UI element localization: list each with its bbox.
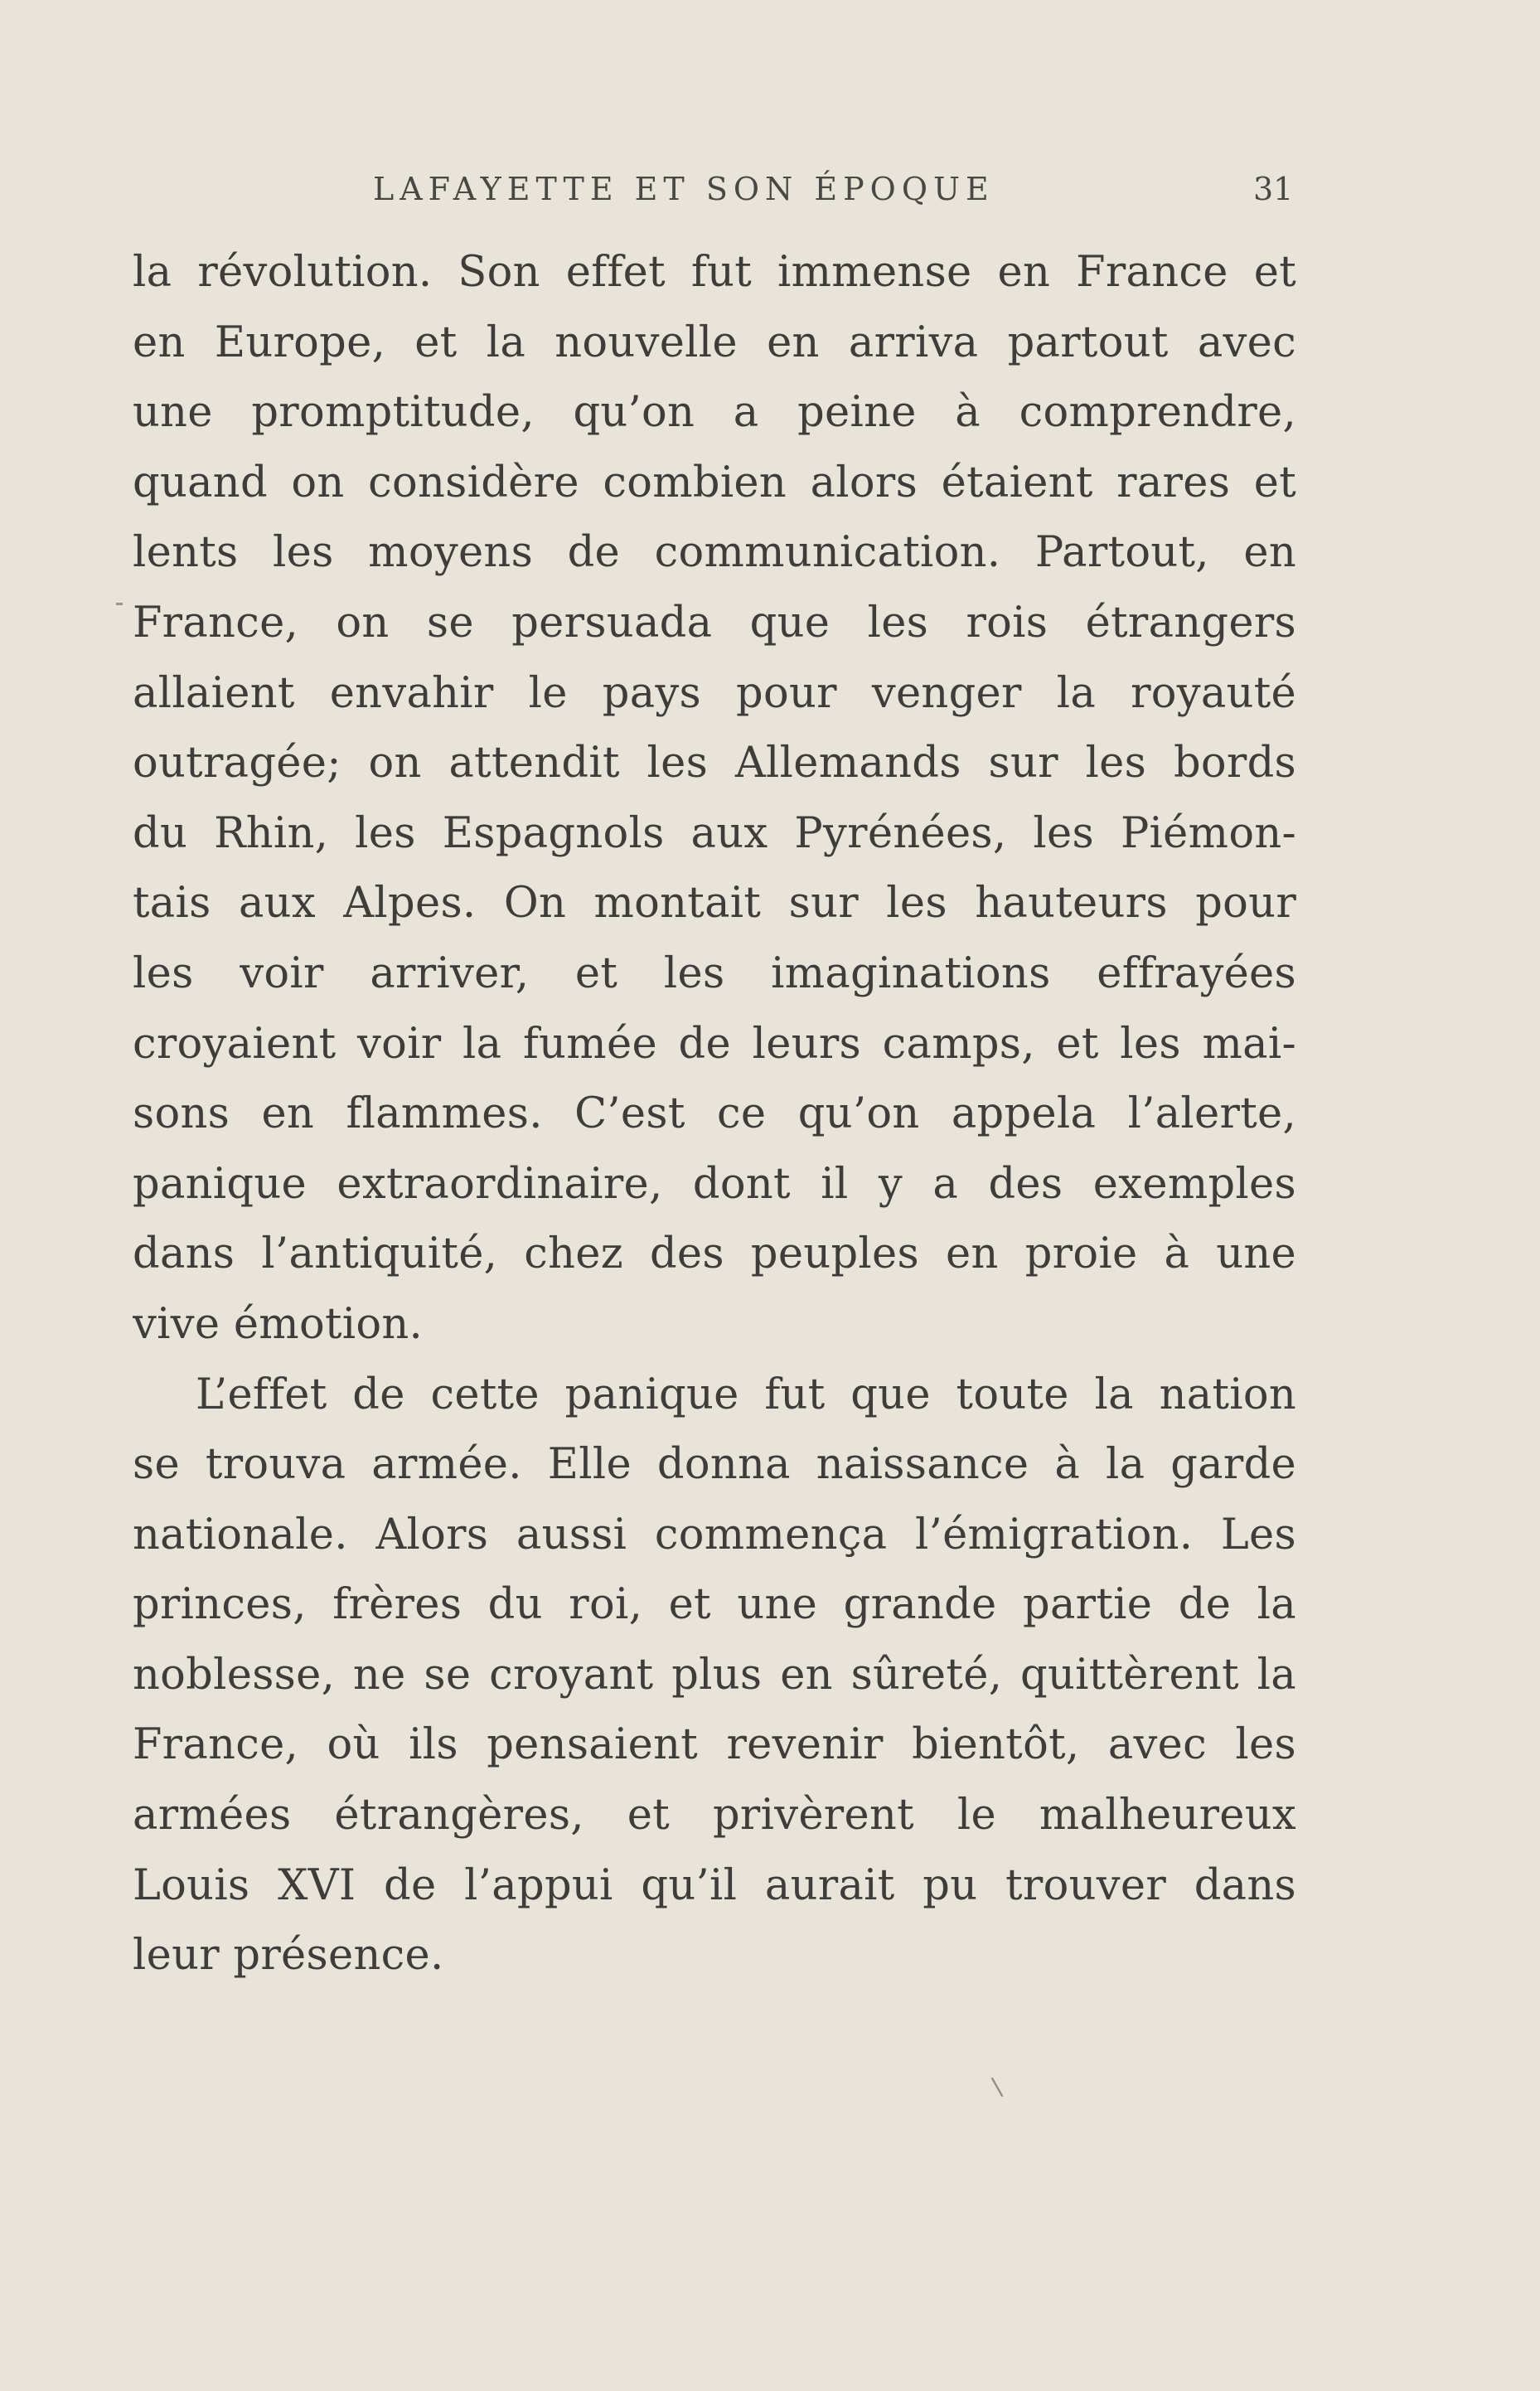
paragraph-2 <box>133 1360 1296 1991</box>
text-line: leur présence. <box>133 1931 444 1981</box>
text-line: vive émotion. <box>133 1299 424 1349</box>
body-text <box>133 238 1296 1991</box>
text-line: du Rhin, les Espagnols aux Pyrénées, les Piémon- <box>133 808 1296 858</box>
text-line: France, on se persuada que les rois étrangers <box>133 598 1296 647</box>
running-head <box>0 171 1540 221</box>
text-line: allaient envahir le pays pour venger la royauté <box>133 668 1296 718</box>
text-line: tais aux Alpes. On montait sur les hauteurs pour <box>133 879 1296 929</box>
text-line: la révolution. Son effet fut immense en France et <box>133 248 1296 297</box>
text-line: outragée; on attendit les Allemands sur les bords <box>133 739 1296 788</box>
text-line: en Europe, et la nouvelle en arriva partout avec <box>133 318 1296 367</box>
text-line: nationale. Alors aussi commença l’émigration. Les <box>133 1510 1296 1559</box>
running-title: LAFAYETTE ET SON ÉPOQUE <box>373 171 995 207</box>
text-line: princes, frères du roi, et une grande partie de la <box>133 1580 1296 1630</box>
stray-mark: \ <box>990 2072 1005 2102</box>
text-line: se trouva armée. Elle donna naissance à la garde <box>133 1440 1296 1490</box>
text-line: croyaient voir la fumée de leurs camps, et les mai- <box>133 1019 1296 1069</box>
text-line: Louis XVI de l’appui qu’il aurait pu trouver dans <box>133 1860 1296 1910</box>
text-line: une promptitude, qu’on a peine à comprendre, <box>133 388 1296 438</box>
text-line: sons en flammes. C’est ce qu’on appela l’alerte, <box>133 1089 1296 1139</box>
text-line: armées étrangères, et privèrent le malheureux <box>133 1791 1296 1841</box>
text-line: L’effet de cette panique fut que toute la nation <box>196 1370 1296 1419</box>
text-line: panique extraordinaire, dont il y a des exemples <box>133 1159 1296 1209</box>
margin-mark <box>116 603 123 605</box>
page-number: 31 <box>1253 171 1294 207</box>
text-line: lents les moyens de communication. Partout, en <box>133 528 1296 578</box>
text-line: dans l’antiquité, chez des peuples en proie à une <box>133 1229 1296 1279</box>
text-line: quand on considère combien alors étaient rares et <box>133 458 1296 507</box>
text-line: noblesse, ne se croyant plus en sûreté, quittèrent la <box>133 1650 1296 1700</box>
paragraph-1 <box>133 238 1296 1360</box>
text-line: les voir arriver, et les imaginations effrayées <box>133 948 1296 998</box>
text-line: France, où ils pensaient revenir bientôt, avec les <box>133 1720 1296 1770</box>
